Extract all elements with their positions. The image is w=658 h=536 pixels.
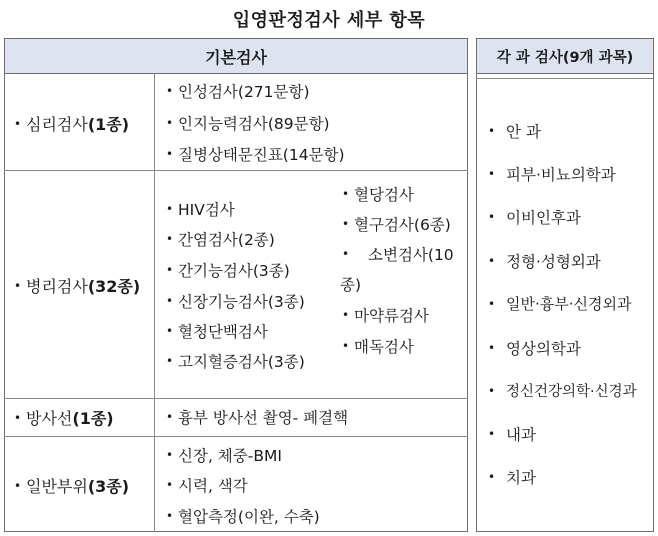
list-item (166, 290, 305, 312)
bullet-icon: • (488, 254, 496, 268)
list-item (342, 304, 429, 326)
basic-tests-header: 기본검사 (4, 38, 468, 74)
item-text: 혈구검사(6종) (354, 216, 451, 234)
bullet-icon: • (488, 167, 496, 181)
department-tests-table (476, 38, 654, 532)
item-text: 소변검사(10 (368, 246, 454, 264)
row-divider (4, 436, 468, 437)
list-item (166, 320, 268, 342)
list-item (166, 474, 248, 496)
row-divider (4, 170, 468, 171)
department-item (488, 293, 631, 314)
department-name: 일반·흉부·신경외과 (506, 295, 632, 313)
category-pathology (14, 274, 140, 297)
department-name: 피부·비뇨의학과 (506, 166, 616, 184)
department-item (488, 120, 541, 142)
bullet-icon: • (488, 427, 496, 441)
item-text: 매독검사 (354, 338, 414, 356)
header-divider (476, 78, 654, 79)
department-name: 영상의학과 (506, 340, 581, 358)
department-item (488, 206, 581, 228)
bullet-icon: • (166, 147, 174, 161)
row-divider (4, 398, 468, 399)
bullet-icon: • (488, 210, 496, 224)
item-text: 마약류검사 (354, 307, 429, 325)
bullet-icon: • (166, 448, 174, 462)
item-text: 혈청단백검사 (178, 323, 268, 341)
list-item (166, 350, 305, 372)
bullet-icon: • (342, 339, 350, 353)
item-text: 신장, 체중-BMI (178, 447, 282, 465)
item-text: 인지능력검사(89문항) (178, 115, 330, 133)
bullet-icon: • (488, 341, 496, 355)
bullet-icon: • (14, 478, 22, 493)
department-item (488, 423, 536, 445)
category-name: 일반부위 (26, 477, 88, 496)
category-count: (32종) (87, 277, 141, 296)
bullet-icon: • (166, 202, 174, 216)
bullet-icon: • (488, 470, 496, 484)
bullet-icon: • (166, 410, 174, 424)
bullet-icon: • (166, 509, 174, 523)
category-name: 심리검사 (26, 115, 88, 134)
department-name: 치과 (506, 469, 536, 487)
list-item (166, 143, 345, 165)
bullet-icon: • (166, 354, 174, 368)
list-item (166, 505, 320, 527)
department-name: 안 과 (506, 123, 541, 141)
list-item (166, 259, 290, 281)
department-tests-header: 각 과 검사(9개 과목) (476, 38, 654, 74)
department-item (488, 250, 601, 272)
bullet-icon: • (166, 478, 174, 492)
category-count: (3종) (87, 477, 130, 496)
bullet-icon: • (14, 410, 22, 425)
item-text: 시력, 색각 (178, 477, 248, 495)
list-item (166, 198, 235, 220)
item-text: 간염검사(2종) (178, 231, 275, 249)
bullet-icon: • (14, 278, 22, 293)
item-text: 고지혈증검사(3종) (178, 353, 305, 371)
item-text: 인성검사(271문항) (178, 83, 310, 101)
category-count: (1종) (87, 115, 130, 134)
item-text: 혈당검사 (354, 186, 414, 204)
list-item (342, 335, 414, 357)
category-name: 방사선 (26, 409, 73, 428)
bullet-icon: • (342, 247, 350, 261)
item-text: 혈압측정(이완, 수축) (178, 508, 320, 526)
category-radiology (14, 406, 114, 429)
bullet-icon: • (166, 116, 174, 130)
department-name: 이비인후과 (506, 209, 581, 227)
bullet-icon: • (166, 294, 174, 308)
bullet-icon: • (342, 217, 350, 231)
list-item (166, 444, 282, 466)
bullet-icon: • (166, 232, 174, 246)
list-item (166, 406, 348, 428)
bullet-icon: • (488, 124, 496, 138)
bullet-icon: • (166, 263, 174, 277)
department-item (488, 380, 637, 401)
department-item (488, 337, 581, 359)
list-item (342, 183, 414, 205)
item-text: 흉부 방사선 촬영- 폐결핵 (178, 409, 349, 427)
list-item (166, 112, 330, 134)
category-name: 병리검사 (26, 277, 88, 296)
list-item (166, 80, 310, 102)
list-item (342, 213, 451, 235)
item-text: 간기능검사(3종) (178, 262, 290, 280)
category-general (14, 474, 129, 497)
department-name: 정형·성형외과 (506, 253, 601, 271)
department-name: 내과 (506, 426, 536, 444)
page-title: 입영판정검사 세부 항목 (232, 10, 426, 31)
item-text: 질병상태문진표(14문항) (178, 146, 345, 164)
bullet-icon: • (342, 187, 350, 201)
item-continuation: 종) (340, 276, 362, 294)
department-item (488, 466, 536, 488)
list-item (342, 243, 454, 265)
department-name: 정신건강의학·신경과 (506, 384, 637, 400)
department-item (488, 163, 616, 185)
item-text: HIV검사 (178, 201, 235, 219)
bullet-icon: • (166, 84, 174, 98)
list-item (166, 228, 275, 250)
item-text: 신장기능검사(3종) (178, 293, 305, 311)
category-psych (14, 112, 129, 135)
bullet-icon: • (14, 116, 22, 131)
bullet-icon: • (488, 383, 496, 398)
bullet-icon: • (166, 324, 174, 338)
bullet-icon: • (488, 296, 496, 311)
category-count: (1종) (72, 409, 114, 428)
bullet-icon: • (342, 308, 350, 322)
column-divider (154, 74, 155, 532)
